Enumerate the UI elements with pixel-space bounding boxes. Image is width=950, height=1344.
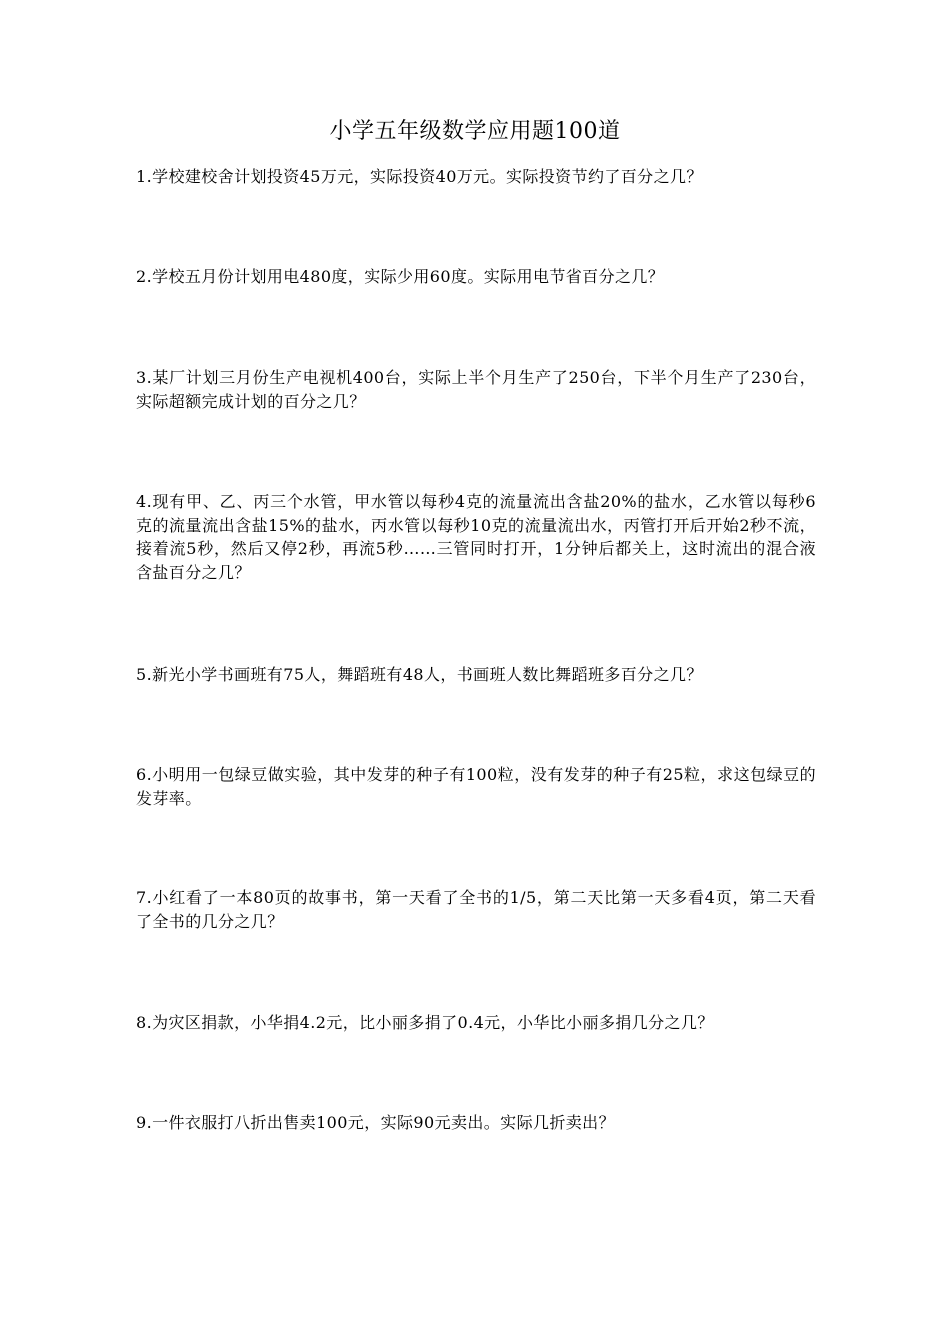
question-3: 3.某厂计划三月份生产电视机400台，实际上半个月生产了250台，下半个月生产了230台，实际超额完成计划的百分之几？ bbox=[136, 368, 816, 411]
question-1: 1.学校建校舍计划投资45万元，实际投资40万元。实际投资节约了百分之几？ bbox=[136, 167, 703, 186]
question-6: 6.小明用一包绿豆做实验，其中发芽的种子有100粒，没有发芽的种子有25粒，求这包绿豆的发芽率。 bbox=[136, 765, 816, 808]
question-2: 2.学校五月份计划用电480度，实际少用60度。实际用电节省百分之几？ bbox=[136, 267, 665, 286]
question-4: 4.现有甲、乙、丙三个水管，甲水管以每秒4克的流量流出含盐20%的盐水，乙水管以每秒6克的流量流出含盐15%的盐水，丙水管以每秒10克的流量流出水，丙管打开后开始2秒不流，接着流5秒，然后又停2秒，再流5秒……三管同时打开，1分钟后都关上，这时流出的混合液含盐百分之几？ bbox=[136, 492, 816, 582]
question-9: 9.一件衣服打八折出售卖100元，实际90元卖出。实际几折卖出？ bbox=[136, 1113, 615, 1132]
question-7: 7.小红看了一本80页的故事书，第一天看了全书的1/5，第二天比第一天多看4页，第二天看了全书的几分之几？ bbox=[136, 888, 816, 931]
question-5: 5.新光小学书画班有75人，舞蹈班有48人，书画班人数比舞蹈班多百分之几？ bbox=[136, 665, 703, 684]
document-title: 小学五年级数学应用题100道 bbox=[329, 119, 621, 144]
question-8: 8.为灾区捐款，小华捐4.2元，比小丽多捐了0.4元，小华比小丽多捐几分之几？ bbox=[136, 1013, 714, 1032]
